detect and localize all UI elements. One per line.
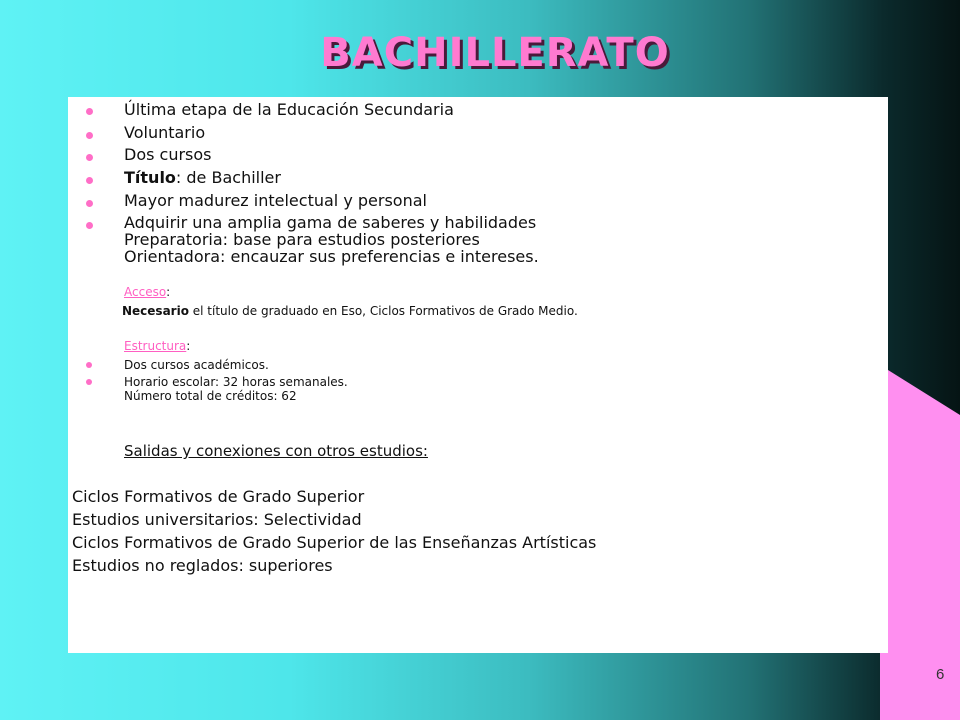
bullet-madurez: Mayor madurez intelectual y personal: [124, 191, 427, 210]
estructura-link[interactable]: Estructura: [124, 339, 187, 353]
salida-no-reglados: Estudios no reglados: superiores: [72, 556, 333, 575]
bullet-voluntario: Voluntario: [124, 123, 206, 142]
bullet-dot: [86, 379, 92, 385]
bullet-dot: [86, 132, 93, 139]
bullet-dot: [86, 154, 93, 161]
acceso-heading: [124, 285, 170, 299]
line-orientadora: Orientadora: encauzar sus preferencias e intereses.: [124, 247, 539, 266]
bullet-dot: [86, 362, 92, 368]
salida-ciclos-superior: Ciclos Formativos de Grado Superior: [72, 487, 365, 506]
slide-title: BACHILLERATO: [320, 30, 670, 76]
bullet-saberes: Adquirir una amplia gama de saberes y habilidades: [124, 213, 537, 232]
estructura-item-horario: Horario escolar: 32 horas semanales.: [124, 375, 348, 389]
estructura-colon: :: [186, 339, 191, 353]
bullet-dot: [86, 200, 93, 207]
salidas-heading[interactable]: Salidas y conexiones con otros estudios:: [124, 442, 428, 460]
acceso-colon: :: [166, 285, 171, 299]
bullet-dot: [86, 177, 93, 184]
salida-ensenanzas-artisticas: Ciclos Formativos de Grado Superior de las Enseñanzas Artísticas: [72, 533, 597, 552]
bullet-ultima-etapa: Última etapa de la Educación Secundaria: [124, 100, 454, 119]
bullet-dos-cursos: Dos cursos: [124, 145, 212, 164]
bullet-dot: [86, 222, 93, 229]
bullet-titulo: [124, 169, 281, 186]
content-panel: [68, 97, 888, 653]
estructura-item-creditos: Número total de créditos: 62: [124, 389, 297, 403]
page-number: 6: [936, 666, 945, 683]
titulo-label: Título: [124, 168, 176, 187]
estructura-heading: [124, 339, 190, 353]
acceso-text: [122, 304, 578, 318]
line-preparatoria: Preparatoria: base para estudios posteriores: [124, 230, 480, 249]
estructura-item-cursos: Dos cursos académicos.: [124, 358, 269, 372]
necesario-label: Necesario: [122, 304, 189, 318]
bullet-dot: [86, 108, 93, 115]
acceso-detail: el título de graduado en Eso, Ciclos Formativos de Grado Medio.: [188, 304, 578, 318]
acceso-link[interactable]: Acceso: [124, 285, 167, 299]
titulo-value: : de Bachiller: [175, 168, 281, 187]
salida-universitarios: Estudios universitarios: Selectividad: [72, 510, 362, 529]
